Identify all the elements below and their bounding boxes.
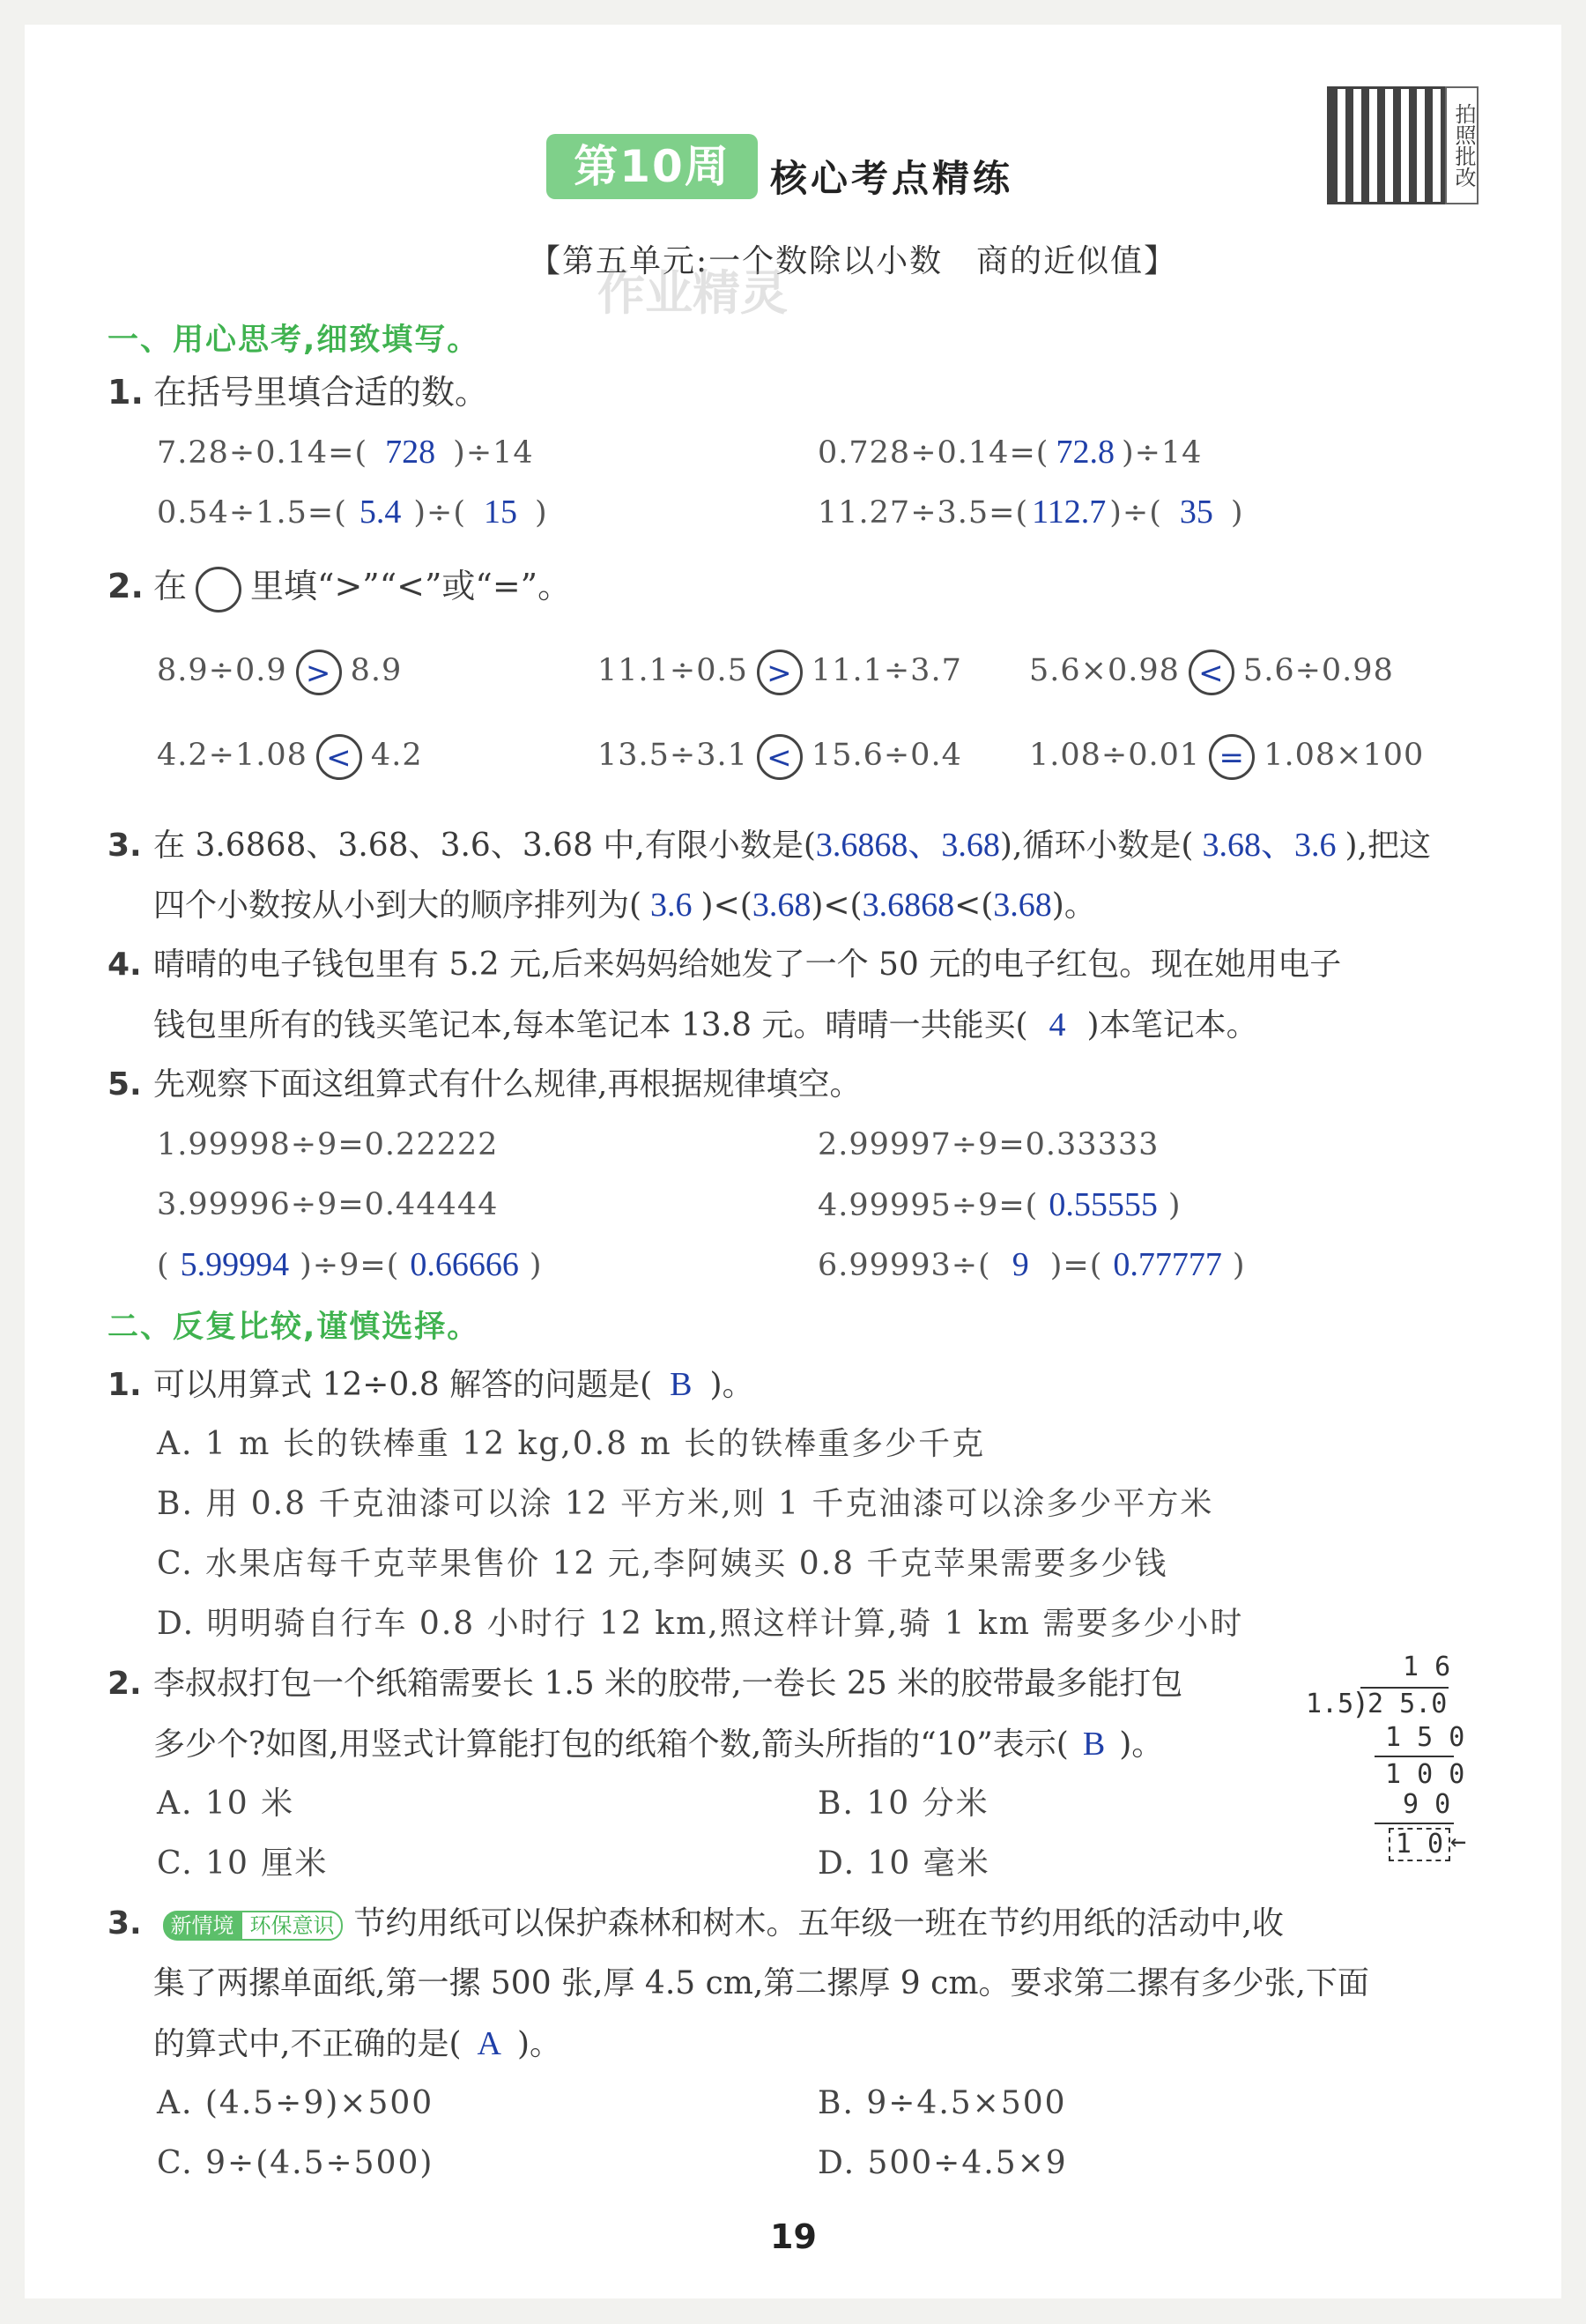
division-step3: 9 0 xyxy=(1403,1789,1451,1820)
s2-q3-line1: 3. 新情境 环保意识 节约用纸可以保护森林和树木。五年级一班在节约用纸的活动中,收 xyxy=(107,1905,1284,1942)
arrow-left-icon: ← xyxy=(1450,1826,1467,1857)
answer[interactable]: 5.99994 xyxy=(180,1246,290,1283)
qr-code[interactable] xyxy=(1327,86,1445,204)
answer[interactable]: 3.68 xyxy=(993,887,1052,924)
section2-title: 二、反复比较,谨慎选择。 xyxy=(107,1310,480,1345)
page-title: 核心考点精练 xyxy=(770,157,1014,200)
s2-q3-option-d[interactable]: D. 500÷4.5×9 xyxy=(818,2145,1068,2181)
answer[interactable]: 0.55555 xyxy=(1049,1186,1158,1223)
answer[interactable]: 3.6868、3.68 xyxy=(815,827,1000,864)
answer[interactable]: 3.68 xyxy=(752,887,812,924)
s2-q2-option-a[interactable]: A. 10 米 xyxy=(157,1786,295,1822)
division-quotient: 1 6 xyxy=(1403,1652,1451,1682)
compare-item-5: 13.5÷3.1 < 15.6÷0.4 xyxy=(597,733,962,780)
answer[interactable]: 4 xyxy=(1049,1006,1066,1043)
compare-circle[interactable]: > xyxy=(757,650,803,695)
s2-q1: 1. 可以用算式 12÷0.8 解答的问题是( B )。 xyxy=(107,1366,754,1403)
answer[interactable]: 728 xyxy=(385,434,436,471)
answer[interactable]: B xyxy=(1082,1726,1106,1763)
s1-q1-number: 1. xyxy=(107,373,144,412)
division-step1: 1 5 0 xyxy=(1385,1722,1465,1753)
s2-q1-option-c[interactable]: C. 水果店每千克苹果售价 12 元,李阿姨买 0.8 千克苹果需要多少钱 xyxy=(157,1546,1168,1582)
division-remainder: 1 0 xyxy=(1395,1829,1444,1860)
qr-label-text: 拍照批改 xyxy=(1451,103,1476,188)
s2-q3-option-a[interactable]: A. (4.5÷9)×500 xyxy=(157,2085,434,2121)
compare-item-1: 8.9÷0.9 > 8.9 xyxy=(157,649,402,695)
week-badge xyxy=(546,134,758,199)
s2-q1-option-d[interactable]: D. 明明骑自行车 0.8 小时行 12 km,照这样计算,骑 1 km 需要多少小时 xyxy=(157,1606,1244,1642)
answer[interactable]: 15 xyxy=(484,494,518,531)
answer[interactable]: 3.68、3.6 xyxy=(1202,827,1337,864)
compare-item-4: 4.2÷1.08 < 4.2 xyxy=(157,733,423,780)
compare-circle[interactable]: < xyxy=(757,734,803,780)
s1-q4-line2: 钱包里所有的钱买笔记本,每本笔记本 13.8 元。晴晴一共能买( 4 )本笔记本。 xyxy=(153,1006,1258,1043)
watermark: 作业精灵 xyxy=(597,265,788,321)
tag-new-context: 新情境 xyxy=(163,1911,241,1941)
s1-q1-row1a: 7.28÷0.14=( 728 )÷14 xyxy=(157,434,534,471)
compare-circle[interactable]: > xyxy=(296,650,342,695)
s1-q2: 2. 在 里填“>”“<”或“=”。 xyxy=(107,564,571,613)
qr-label xyxy=(1445,86,1479,204)
answer[interactable]: 9 xyxy=(1012,1246,1029,1283)
s2-q3-option-b[interactable]: B. 9÷4.5×500 xyxy=(818,2085,1067,2121)
division-dividend: 2 5.0 xyxy=(1367,1689,1448,1719)
compare-item-3: 5.6×0.98 < 5.6÷0.98 xyxy=(1029,649,1394,695)
compare-circle[interactable]: = xyxy=(1209,734,1255,780)
answer[interactable]: 0.66666 xyxy=(410,1246,519,1283)
page-number: 19 xyxy=(770,2217,817,2256)
answer[interactable]: B xyxy=(670,1366,693,1403)
answer[interactable]: 0.77777 xyxy=(1113,1246,1222,1283)
division-remainder-box xyxy=(1389,1828,1450,1861)
s2-q2-option-b[interactable]: B. 10 分米 xyxy=(818,1786,989,1822)
answer[interactable]: 5.4 xyxy=(359,494,402,531)
s2-q3-line2: 集了两摞单面纸,第一摞 500 张,厚 4.5 cm,第二摞厚 9 cm。要求第二摞有多少张,下面 xyxy=(153,1965,1369,2001)
s2-q2-option-d[interactable]: D. 10 毫米 xyxy=(818,1845,990,1882)
s1-q5-e2: 2.99997÷9=0.33333 xyxy=(818,1127,1160,1162)
compare-circle[interactable]: < xyxy=(316,734,362,780)
s1-q5-e3: 3.99996÷9=0.44444 xyxy=(157,1187,499,1222)
answer[interactable]: 3.6 xyxy=(650,887,693,924)
s1-q1-text: 在括号里填合适的数。 xyxy=(153,373,489,412)
s2-q3-line3: 的算式中,不正确的是( A )。 xyxy=(153,2025,561,2062)
empty-circle-icon xyxy=(196,567,241,613)
division-divisor: 1.5 xyxy=(1306,1689,1354,1719)
s1-q3-line1: 3. 在 3.6868、3.68、3.6、3.68 中,有限小数是(3.6868、3.68),循环小数是( 3.68、3.6 ),把这 xyxy=(107,827,1431,864)
s2-q2-line1: 2. 李叔叔打包一个纸箱需要长 1.5 米的胶带,一卷长 25 米的胶带最多能打包 xyxy=(107,1666,1183,1702)
s1-q5-e6: 6.99993÷( 9 )=( 0.77777 ) xyxy=(818,1246,1246,1283)
compare-item-2: 11.1÷0.5 > 11.1÷3.7 xyxy=(597,649,962,695)
s2-q2-option-c[interactable]: C. 10 厘米 xyxy=(157,1845,329,1882)
answer[interactable]: 72.8 xyxy=(1056,434,1115,471)
long-division-figure: 1 6 1.5 ) 2 5.0 1 5 0 1 0 0 9 0 1 0 ← xyxy=(1306,1652,1467,1860)
tag-eco-awareness: 环保意识 xyxy=(241,1911,343,1941)
s1-q1-row2a: 0.54÷1.5=( 5.4 )÷( 15 ) xyxy=(157,494,548,531)
s2-q3-option-c[interactable]: C. 9÷(4.5÷500) xyxy=(157,2145,434,2181)
answer[interactable]: 35 xyxy=(1179,494,1213,531)
s1-q5: 5. 先观察下面这组算式有什么规律,再根据规律填空。 xyxy=(107,1066,862,1103)
s1-q1 xyxy=(107,370,488,414)
answer[interactable]: A xyxy=(477,2025,501,2062)
s1-q5-e4: 4.99995÷9=( 0.55555 ) xyxy=(818,1186,1182,1223)
worksheet-page xyxy=(25,25,1561,2298)
s1-q5-e5: ( 5.99994 )÷9=( 0.66666 ) xyxy=(157,1246,543,1283)
s2-q1-option-b[interactable]: B. 用 0.8 千克油漆可以涂 12 平方米,则 1 千克油漆可以涂多少平方米 xyxy=(157,1486,1214,1522)
answer[interactable]: 112.7 xyxy=(1032,494,1107,531)
unit-subtitle: 【第五单元:一个数除以小数 商的近似值】 xyxy=(529,243,1178,279)
compare-circle[interactable]: < xyxy=(1189,650,1234,695)
s2-q1-option-a[interactable]: A. 1 m 长的铁棒重 12 kg,0.8 m 长的铁棒重多少千克 xyxy=(157,1426,986,1462)
compare-item-6: 1.08÷0.01 = 1.08×100 xyxy=(1029,733,1424,780)
s2-q2-line2: 多少个?如图,用竖式计算能打包的纸箱个数,箭头所指的“10”表示( B )。 xyxy=(153,1726,1164,1763)
s1-q1-row2b: 11.27÷3.5=( 112.7 )÷( 35 ) xyxy=(818,494,1244,531)
division-step2: 1 0 0 xyxy=(1385,1759,1465,1790)
s1-q4-line1: 4. 晴晴的电子钱包里有 5.2 元,后来妈妈给她发了一个 50 元的电子红包。现在她用电子 xyxy=(107,947,1342,983)
week-badge-text: 第10周 xyxy=(574,141,730,192)
s1-q1-row1b: 0.728÷0.14=( 72.8 )÷14 xyxy=(818,434,1203,471)
s1-q5-e1: 1.99998÷9=0.22222 xyxy=(157,1127,499,1162)
section1-title: 一、用心思考,细致填写。 xyxy=(107,323,480,358)
s1-q3-line2: 四个小数按从小到大的顺序排列为( 3.6 )<(3.68)<(3.6868<(3.68)。 xyxy=(153,887,1096,924)
answer[interactable]: 3.6868 xyxy=(862,887,955,924)
